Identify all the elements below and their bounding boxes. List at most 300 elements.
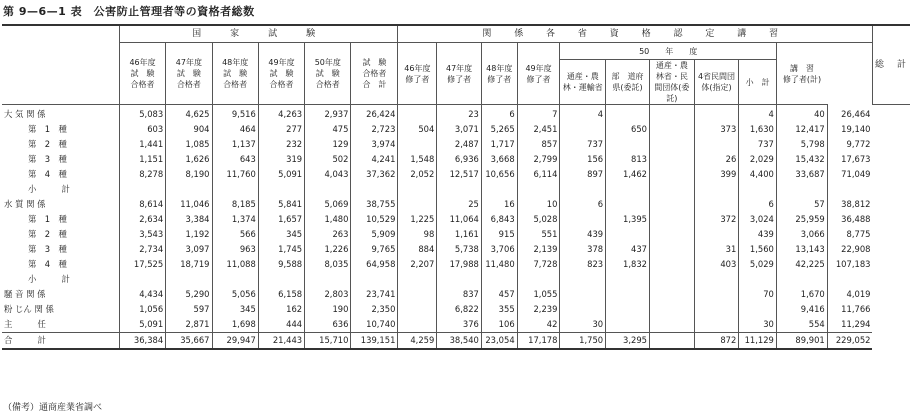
table-cell bbox=[481, 182, 517, 197]
header-national-exam: 国 家 試 験 bbox=[119, 25, 398, 43]
table-cell bbox=[398, 197, 437, 212]
table-cell: 373 bbox=[694, 122, 739, 137]
table-cell bbox=[650, 197, 695, 212]
table-cell: 38,540 bbox=[437, 333, 482, 350]
table-cell: 11,129 bbox=[739, 333, 777, 350]
table-cell bbox=[560, 122, 606, 137]
header-col-y50-prefectures: 部 道府 県(委託) bbox=[606, 60, 650, 105]
table-row bbox=[2, 287, 910, 302]
table-cell: 129 bbox=[305, 137, 351, 152]
table-cell: 1,626 bbox=[166, 152, 212, 167]
table-cell: 57 bbox=[776, 197, 827, 212]
header-col-exam-49: 49年度 試 験 合格者 bbox=[258, 43, 304, 105]
table-cell: 2,723 bbox=[351, 122, 398, 137]
row-label: 小 計 bbox=[28, 184, 70, 194]
table-cell: 4,400 bbox=[739, 167, 777, 182]
table-cell: 106 bbox=[481, 317, 517, 333]
table-cell: 7 bbox=[517, 105, 560, 123]
table-cell: 16 bbox=[481, 197, 517, 212]
table-cell: 6,843 bbox=[481, 212, 517, 227]
table-cell: 42,225 bbox=[776, 257, 827, 272]
table-cell: 6 bbox=[481, 105, 517, 123]
header-col-exam-total: 試 験 合格者 合 計 bbox=[351, 43, 398, 105]
table-cell: 10 bbox=[517, 197, 560, 212]
table-cell bbox=[560, 287, 606, 302]
table-row bbox=[2, 122, 910, 137]
table-cell bbox=[739, 182, 777, 197]
table-cell bbox=[560, 182, 606, 197]
table-cell: 36,488 bbox=[827, 212, 872, 227]
table-cell: 1,192 bbox=[166, 227, 212, 242]
table-cell bbox=[606, 197, 650, 212]
header-col-course-48: 48年度 修了者 bbox=[481, 43, 517, 105]
row-label: 合 計 bbox=[2, 333, 119, 350]
table-cell: 9,765 bbox=[351, 242, 398, 257]
table-cell: 5,841 bbox=[258, 197, 304, 212]
table-cell: 2,634 bbox=[119, 212, 165, 227]
table-cell: 439 bbox=[739, 227, 777, 242]
table-cell: 15,432 bbox=[776, 152, 827, 167]
table-cell bbox=[212, 182, 258, 197]
table-cell: 650 bbox=[606, 122, 650, 137]
table-cell bbox=[694, 182, 739, 197]
table-cell: 162 bbox=[258, 302, 304, 317]
table-cell: 232 bbox=[258, 137, 304, 152]
table-cell: 1,225 bbox=[398, 212, 437, 227]
table-cell bbox=[517, 182, 560, 197]
table-cell: 502 bbox=[305, 152, 351, 167]
table-cell: 4,043 bbox=[305, 167, 351, 182]
table-cell: 4,241 bbox=[351, 152, 398, 167]
header-col-y50-private-commissioned: 通産・農林省・民間団体(委託) bbox=[650, 60, 695, 105]
table-row bbox=[2, 227, 910, 242]
table-cell bbox=[739, 272, 777, 287]
table-cell: 37,362 bbox=[351, 167, 398, 182]
table-cell: 3,706 bbox=[481, 242, 517, 257]
table-cell: 1,560 bbox=[739, 242, 777, 257]
table-row bbox=[2, 257, 910, 272]
table-cell: 904 bbox=[166, 122, 212, 137]
table-cell: 1,832 bbox=[606, 257, 650, 272]
table-cell: 12,517 bbox=[437, 167, 482, 182]
row-label: 粉 じん 関 係 bbox=[4, 304, 54, 314]
table-cell: 2,052 bbox=[398, 167, 437, 182]
table-cell: 4,263 bbox=[258, 105, 304, 123]
table-cell bbox=[398, 317, 437, 333]
table-cell: 11,480 bbox=[481, 257, 517, 272]
table-cell: 17,988 bbox=[437, 257, 482, 272]
table-row bbox=[2, 137, 910, 152]
table-cell: 42 bbox=[517, 317, 560, 333]
table-cell: 22,908 bbox=[827, 242, 872, 257]
table-cell bbox=[437, 182, 482, 197]
table-cell: 23 bbox=[437, 105, 482, 123]
table-cell: 11,760 bbox=[212, 167, 258, 182]
table-cell bbox=[650, 317, 695, 333]
table-cell bbox=[606, 105, 650, 123]
table-cell: 4 bbox=[560, 105, 606, 123]
table-cell: 25 bbox=[437, 197, 482, 212]
table-cell: 6,114 bbox=[517, 167, 560, 182]
table-row bbox=[2, 182, 910, 197]
header-col-exam-47: 47年度 試 験 合格者 bbox=[166, 43, 212, 105]
header-grand-total: 総 計 bbox=[872, 25, 910, 105]
table-cell: 30 bbox=[739, 317, 777, 333]
table-cell: 372 bbox=[694, 212, 739, 227]
row-label: 大 気 関 係 bbox=[4, 109, 46, 119]
table-cell: 9,588 bbox=[258, 257, 304, 272]
table-cell: 399 bbox=[694, 167, 739, 182]
table-cell: 872 bbox=[694, 333, 739, 350]
table-cell bbox=[398, 302, 437, 317]
footnote: （備考）通商産業省調べ bbox=[3, 403, 103, 413]
header-col-exam-50: 50年度 試 験 合格者 bbox=[305, 43, 351, 105]
table-cell bbox=[739, 302, 777, 317]
table-cell: 823 bbox=[560, 257, 606, 272]
table-cell: 36,384 bbox=[119, 333, 165, 350]
table-cell: 9,516 bbox=[212, 105, 258, 123]
table-cell: 5,290 bbox=[166, 287, 212, 302]
table-body bbox=[2, 105, 910, 350]
table-cell: 2,451 bbox=[517, 122, 560, 137]
table-cell: 378 bbox=[560, 242, 606, 257]
table-row bbox=[2, 167, 910, 182]
table-cell: 26,424 bbox=[351, 105, 398, 123]
table-cell: 3,384 bbox=[166, 212, 212, 227]
table-cell: 3,668 bbox=[481, 152, 517, 167]
table-cell: 4,019 bbox=[827, 287, 872, 302]
table-row bbox=[2, 152, 910, 167]
table-cell bbox=[606, 272, 650, 287]
table-cell bbox=[258, 182, 304, 197]
table-cell bbox=[650, 257, 695, 272]
table-cell: 18,719 bbox=[166, 257, 212, 272]
table-cell bbox=[166, 272, 212, 287]
table-cell: 31 bbox=[694, 242, 739, 257]
table-cell: 89,901 bbox=[776, 333, 827, 350]
table-cell: 2,487 bbox=[437, 137, 482, 152]
table-cell: 26,464 bbox=[827, 105, 872, 123]
table-cell: 10,529 bbox=[351, 212, 398, 227]
table-cell: 475 bbox=[305, 122, 351, 137]
table-cell: 11,088 bbox=[212, 257, 258, 272]
table-cell: 1,630 bbox=[739, 122, 777, 137]
table-cell bbox=[776, 272, 827, 287]
table-cell: 1,056 bbox=[119, 302, 165, 317]
table-cell: 35,667 bbox=[166, 333, 212, 350]
table-cell: 1,548 bbox=[398, 152, 437, 167]
row-label: 第 3 種 bbox=[28, 154, 67, 164]
table-cell: 5,265 bbox=[481, 122, 517, 137]
table-cell: 156 bbox=[560, 152, 606, 167]
table-cell bbox=[606, 317, 650, 333]
table-cell: 403 bbox=[694, 257, 739, 272]
table-cell: 8,035 bbox=[305, 257, 351, 272]
table-cell: 2,734 bbox=[119, 242, 165, 257]
table-cell: 643 bbox=[212, 152, 258, 167]
table-cell bbox=[650, 137, 695, 152]
table-cell: 915 bbox=[481, 227, 517, 242]
table-cell bbox=[119, 182, 165, 197]
table-cell: 7,728 bbox=[517, 257, 560, 272]
table-cell: 5,798 bbox=[776, 137, 827, 152]
table-cell: 17,525 bbox=[119, 257, 165, 272]
table-cell: 4,625 bbox=[166, 105, 212, 123]
table-row bbox=[2, 105, 910, 123]
table-cell: 603 bbox=[119, 122, 165, 137]
table-cell: 6,158 bbox=[258, 287, 304, 302]
table-cell bbox=[398, 272, 437, 287]
table-cell: 737 bbox=[560, 137, 606, 152]
table-cell: 21,443 bbox=[258, 333, 304, 350]
table-cell: 813 bbox=[606, 152, 650, 167]
table-cell bbox=[650, 152, 695, 167]
table-cell: 884 bbox=[398, 242, 437, 257]
table-cell: 3,024 bbox=[739, 212, 777, 227]
table-cell: 6,936 bbox=[437, 152, 482, 167]
table-cell: 6 bbox=[560, 197, 606, 212]
table-cell: 8,278 bbox=[119, 167, 165, 182]
table-cell: 10,656 bbox=[481, 167, 517, 182]
table-cell: 3,543 bbox=[119, 227, 165, 242]
table-cell: 30 bbox=[560, 317, 606, 333]
table-cell bbox=[694, 227, 739, 242]
header-col-y50-ministries: 通産・農林・運輸省 bbox=[560, 60, 606, 105]
table-cell: 11,046 bbox=[166, 197, 212, 212]
table-cell: 15,710 bbox=[305, 333, 351, 350]
table-cell: 551 bbox=[517, 227, 560, 242]
header-ministry-courses: 関 係 各 省 資 格 認 定 講 習 bbox=[398, 25, 873, 43]
table-cell: 6 bbox=[739, 197, 777, 212]
table-cell: 737 bbox=[739, 137, 777, 152]
table-cell: 2,139 bbox=[517, 242, 560, 257]
table-cell: 19,140 bbox=[827, 122, 872, 137]
table-cell: 3,066 bbox=[776, 227, 827, 242]
table-cell: 11,294 bbox=[827, 317, 872, 333]
table-cell: 636 bbox=[305, 317, 351, 333]
table-cell: 1,657 bbox=[258, 212, 304, 227]
table-cell: 857 bbox=[517, 137, 560, 152]
table-cell: 4 bbox=[739, 105, 777, 123]
table-cell: 319 bbox=[258, 152, 304, 167]
table-cell: 837 bbox=[437, 287, 482, 302]
table-cell: 107,183 bbox=[827, 257, 872, 272]
row-label: 第 2 種 bbox=[28, 139, 67, 149]
table-cell: 5,056 bbox=[212, 287, 258, 302]
table-cell: 345 bbox=[258, 227, 304, 242]
table-row bbox=[2, 272, 910, 287]
table-cell: 9,416 bbox=[776, 302, 827, 317]
table-cell: 3,097 bbox=[166, 242, 212, 257]
table-cell: 139,151 bbox=[351, 333, 398, 350]
table-cell bbox=[212, 272, 258, 287]
table-cell bbox=[606, 182, 650, 197]
table-cell: 3,974 bbox=[351, 137, 398, 152]
table-cell: 38,812 bbox=[827, 197, 872, 212]
row-label: 小 計 bbox=[28, 274, 70, 284]
table-cell: 11,766 bbox=[827, 302, 872, 317]
table-cell: 1,055 bbox=[517, 287, 560, 302]
table-cell: 25,959 bbox=[776, 212, 827, 227]
table-cell: 2,803 bbox=[305, 287, 351, 302]
table-cell: 1,085 bbox=[166, 137, 212, 152]
table-title: 第 9—6—1 表 公害防止管理者等の資格者総数 bbox=[3, 5, 255, 18]
row-label: 第 4 種 bbox=[28, 259, 67, 269]
table-cell bbox=[398, 182, 437, 197]
header-col-course-46: 46年度 修了者 bbox=[398, 43, 437, 105]
table-cell: 10,740 bbox=[351, 317, 398, 333]
table-cell: 38,755 bbox=[351, 197, 398, 212]
table-cell bbox=[560, 212, 606, 227]
table-cell: 464 bbox=[212, 122, 258, 137]
table-cell: 1,226 bbox=[305, 242, 351, 257]
table-cell: 6,822 bbox=[437, 302, 482, 317]
table-cell: 1,717 bbox=[481, 137, 517, 152]
table-cell: 2,239 bbox=[517, 302, 560, 317]
header-col-y50-private-designated: 4省民間団体(指定) bbox=[694, 60, 739, 105]
row-label: 第 3 種 bbox=[28, 244, 67, 254]
table-row bbox=[2, 302, 910, 317]
table-cell bbox=[351, 182, 398, 197]
table-cell bbox=[258, 272, 304, 287]
row-label: 第 1 種 bbox=[28, 214, 67, 224]
row-label: 騒 音 関 係 bbox=[4, 289, 46, 299]
table-cell: 23,054 bbox=[481, 333, 517, 350]
table-cell: 3,071 bbox=[437, 122, 482, 137]
table-row bbox=[2, 317, 910, 333]
table-cell: 5,028 bbox=[517, 212, 560, 227]
table-row bbox=[2, 212, 910, 227]
table-cell: 71,049 bbox=[827, 167, 872, 182]
table-cell bbox=[694, 302, 739, 317]
table-cell: 1,395 bbox=[606, 212, 650, 227]
row-label: 水 質 関 係 bbox=[4, 199, 46, 209]
table-cell: 9,772 bbox=[827, 137, 872, 152]
table-cell bbox=[398, 287, 437, 302]
table-cell: 457 bbox=[481, 287, 517, 302]
table-cell: 2,350 bbox=[351, 302, 398, 317]
header-row-1 bbox=[2, 25, 910, 43]
table-cell: 376 bbox=[437, 317, 482, 333]
table-cell bbox=[560, 272, 606, 287]
table-cell: 1,698 bbox=[212, 317, 258, 333]
table-cell bbox=[650, 272, 695, 287]
table-cell bbox=[351, 272, 398, 287]
table-cell: 444 bbox=[258, 317, 304, 333]
table-cell: 26 bbox=[694, 152, 739, 167]
table-cell bbox=[650, 242, 695, 257]
header-col-course-47: 47年度 修了者 bbox=[437, 43, 482, 105]
table-cell bbox=[650, 287, 695, 302]
table-cell: 3,295 bbox=[606, 333, 650, 350]
header-col-y50-subtotal: 小 計 bbox=[739, 60, 777, 105]
table-cell: 439 bbox=[560, 227, 606, 242]
table-cell: 17,673 bbox=[827, 152, 872, 167]
table-cell: 2,207 bbox=[398, 257, 437, 272]
table-cell bbox=[650, 105, 695, 123]
table-cell: 2,029 bbox=[739, 152, 777, 167]
table-cell: 98 bbox=[398, 227, 437, 242]
table-cell bbox=[119, 272, 165, 287]
table-cell bbox=[166, 182, 212, 197]
table-cell bbox=[650, 333, 695, 350]
table-cell: 1,745 bbox=[258, 242, 304, 257]
table-cell bbox=[650, 122, 695, 137]
table-cell: 5,029 bbox=[739, 257, 777, 272]
header-col-course-total: 講 習 修了者(計) bbox=[776, 43, 827, 105]
table-cell: 1,151 bbox=[119, 152, 165, 167]
table-cell: 1,441 bbox=[119, 137, 165, 152]
table-cell bbox=[398, 137, 437, 152]
table-cell: 1,137 bbox=[212, 137, 258, 152]
table-cell bbox=[560, 302, 606, 317]
table-cell bbox=[398, 105, 437, 123]
table-cell: 229,052 bbox=[827, 333, 872, 350]
table-cell: 4,259 bbox=[398, 333, 437, 350]
table-cell: 1,374 bbox=[212, 212, 258, 227]
table-cell: 190 bbox=[305, 302, 351, 317]
qualification-table bbox=[2, 24, 910, 350]
table-row bbox=[2, 242, 910, 257]
table-cell bbox=[827, 272, 872, 287]
table-cell bbox=[305, 182, 351, 197]
row-label: 第 1 種 bbox=[28, 124, 67, 134]
table-cell: 29,947 bbox=[212, 333, 258, 350]
table-cell: 8,185 bbox=[212, 197, 258, 212]
table-cell: 12,417 bbox=[776, 122, 827, 137]
table-cell bbox=[606, 302, 650, 317]
table-cell: 2,871 bbox=[166, 317, 212, 333]
table-cell: 5,738 bbox=[437, 242, 482, 257]
table-cell: 11,064 bbox=[437, 212, 482, 227]
header-col-course-49: 49年度 修了者 bbox=[517, 43, 560, 105]
table-cell: 2,937 bbox=[305, 105, 351, 123]
table-cell: 355 bbox=[481, 302, 517, 317]
table-cell: 554 bbox=[776, 317, 827, 333]
table-cell: 23,741 bbox=[351, 287, 398, 302]
table-cell bbox=[694, 137, 739, 152]
table-cell: 345 bbox=[212, 302, 258, 317]
table-cell bbox=[650, 167, 695, 182]
row-label: 主 任 bbox=[4, 319, 46, 329]
table-cell bbox=[650, 212, 695, 227]
table-row bbox=[2, 197, 910, 212]
table-cell bbox=[694, 272, 739, 287]
header-col-exam-48: 48年度 試 験 合格者 bbox=[212, 43, 258, 105]
table-cell: 2,799 bbox=[517, 152, 560, 167]
row-label: 第 4 種 bbox=[28, 169, 67, 179]
table-cell: 8,614 bbox=[119, 197, 165, 212]
table-cell: 597 bbox=[166, 302, 212, 317]
table-cell: 1,480 bbox=[305, 212, 351, 227]
table-cell: 1,462 bbox=[606, 167, 650, 182]
table-cell bbox=[650, 227, 695, 242]
header-row-2 bbox=[2, 43, 910, 60]
table-cell bbox=[305, 272, 351, 287]
table-cell: 5,091 bbox=[119, 317, 165, 333]
table-cell: 40 bbox=[776, 105, 827, 123]
table-cell: 263 bbox=[305, 227, 351, 242]
header-year-50: 50 年 度 bbox=[560, 43, 776, 60]
table-cell bbox=[606, 287, 650, 302]
table-cell bbox=[606, 137, 650, 152]
table-cell: 1,670 bbox=[776, 287, 827, 302]
table-cell: 70 bbox=[739, 287, 777, 302]
table-cell bbox=[694, 287, 739, 302]
table-cell: 13,143 bbox=[776, 242, 827, 257]
table-cell bbox=[650, 302, 695, 317]
header-col-exam-46: 46年度 試 験 合格者 bbox=[119, 43, 165, 105]
